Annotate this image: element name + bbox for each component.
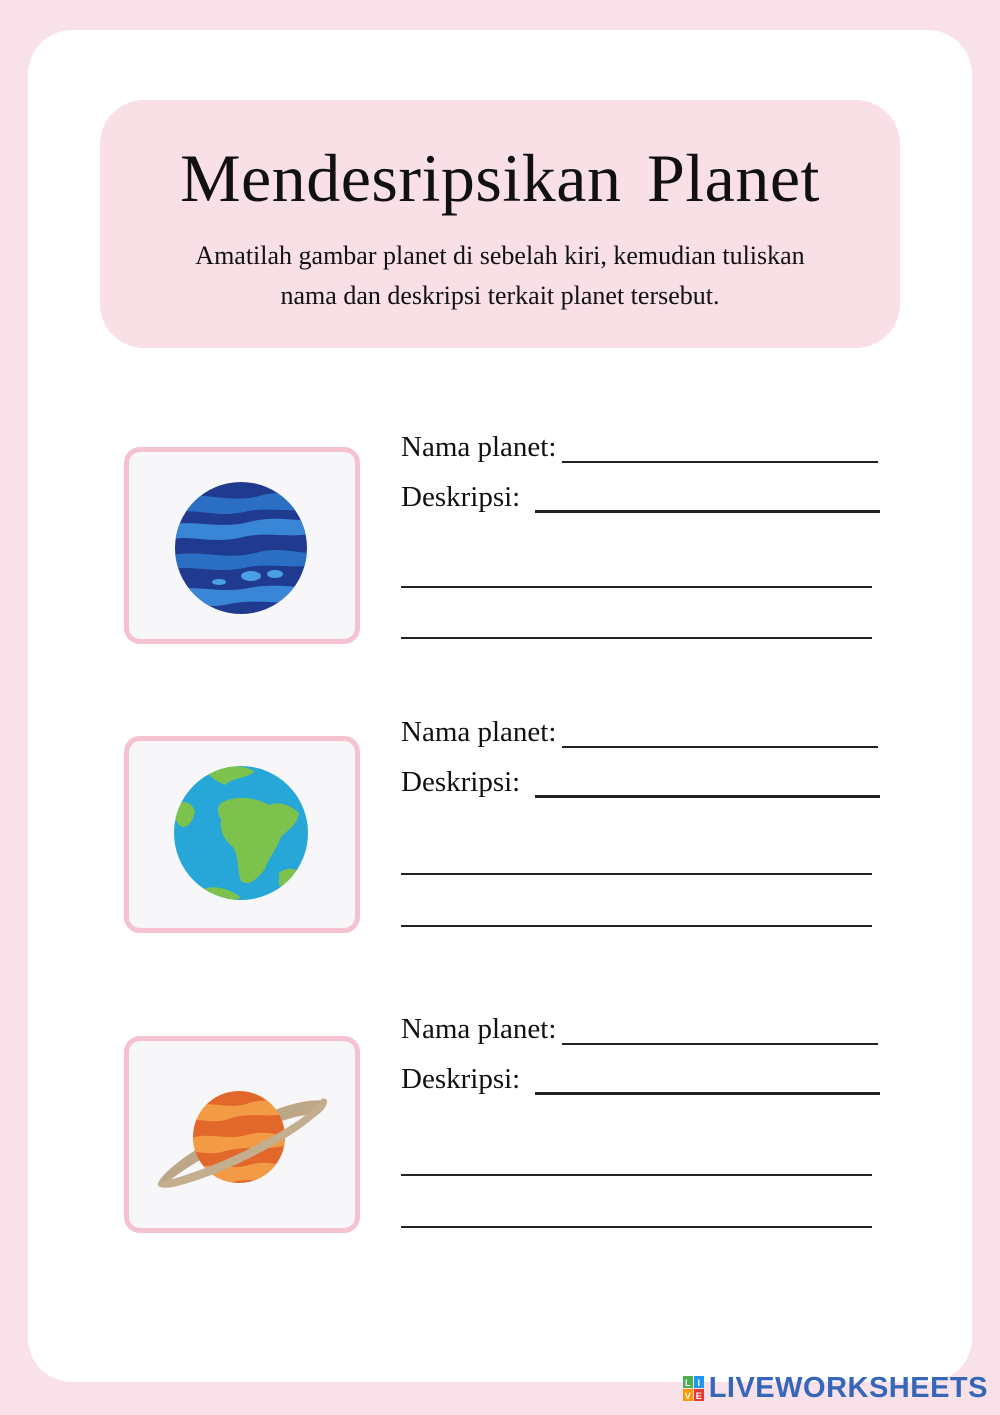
planet-name-label-3: Nama planet: [401, 1013, 557, 1045]
page-title: Mendesripsikan Planet [180, 140, 820, 216]
planet-image-frame-1 [124, 447, 360, 644]
description-label-3: Deskripsi: [401, 1063, 521, 1095]
answer-line-1b[interactable] [401, 637, 872, 639]
instruction-line-2: nama dan deskripsi terkait planet tersebut. [280, 281, 720, 310]
planet-name-label-2: Nama planet: [401, 716, 557, 748]
planet-name-line-2[interactable] [562, 746, 878, 748]
answer-line-1a[interactable] [401, 586, 872, 588]
saturn-planet-icon [129, 1041, 355, 1228]
answer-line-2a[interactable] [401, 873, 872, 875]
answer-line-2b[interactable] [401, 925, 872, 927]
instruction-line-1: Amatilah gambar planet di sebelah kiri, kemudian tuliskan [195, 241, 805, 270]
planet-image-frame-2 [124, 736, 360, 933]
planet-name-line-1[interactable] [562, 461, 878, 463]
logo-letter-e: E [695, 1390, 702, 1401]
planet-name-label-1: Nama planet: [401, 431, 557, 463]
description-line-2[interactable] [535, 795, 880, 798]
instruction-text [0, 236, 1000, 316]
liveworksheets-logo-icon [683, 1376, 705, 1402]
answer-line-3b[interactable] [401, 1226, 872, 1228]
logo-letter-i: I [697, 1377, 701, 1388]
description-line-3[interactable] [535, 1092, 880, 1095]
logo-letter-v: V [684, 1390, 691, 1401]
earth-planet-icon [129, 741, 355, 928]
description-label-1: Deskripsi: [401, 481, 521, 513]
description-line-1[interactable] [535, 510, 880, 513]
logo-letter-l: L [684, 1377, 691, 1388]
liveworksheets-logo[interactable] [683, 1372, 988, 1405]
planet-image-frame-3 [124, 1036, 360, 1233]
neptune-planet-icon [129, 452, 355, 639]
planet-name-line-3[interactable] [562, 1043, 878, 1045]
brand-name: LIVEWORKSHEETS [708, 1372, 988, 1404]
description-label-2: Deskripsi: [401, 766, 521, 798]
answer-line-3a[interactable] [401, 1174, 872, 1176]
